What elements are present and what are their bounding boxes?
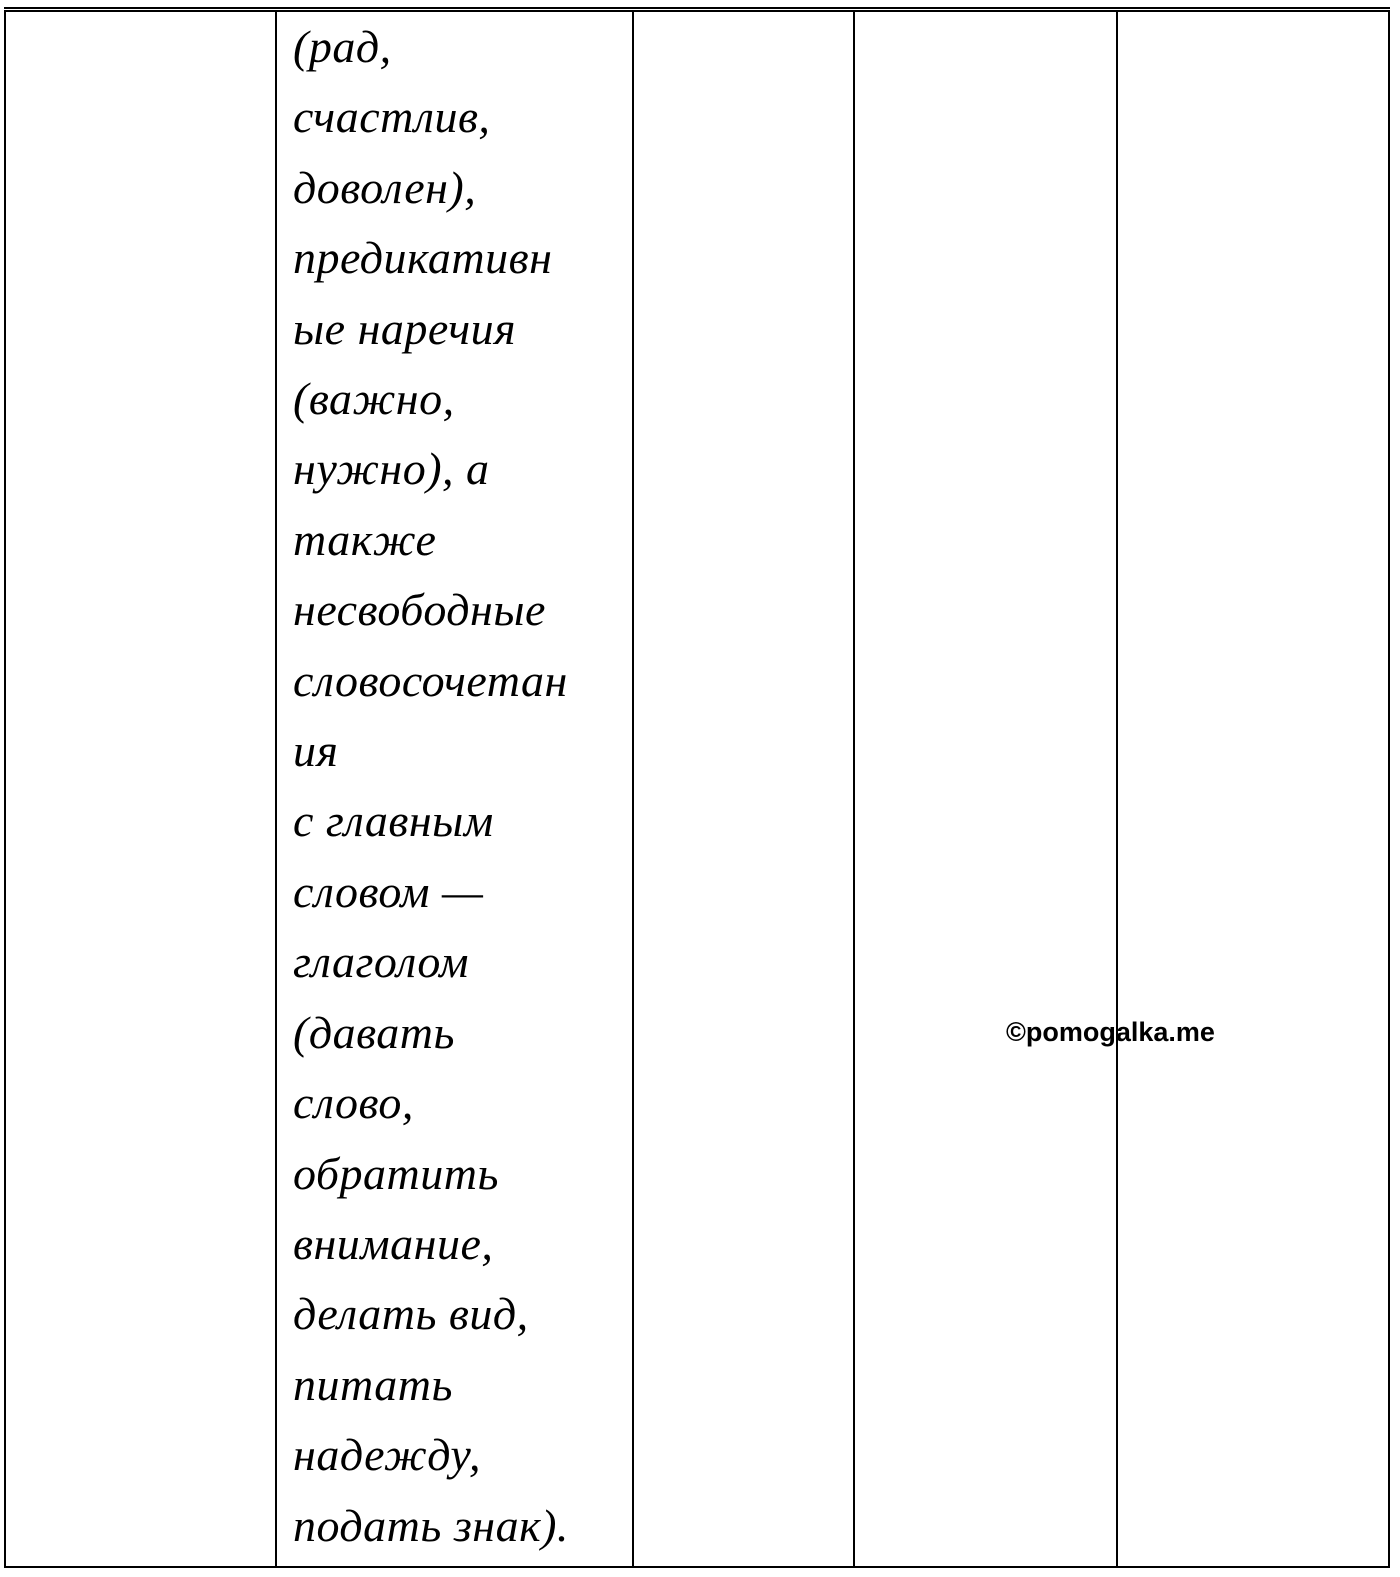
- column-divider-1: [275, 10, 277, 1568]
- top-rule: [4, 7, 1390, 9]
- text-line: питать: [293, 1358, 453, 1410]
- column-divider-2: [632, 10, 634, 1568]
- text-line: обратить: [293, 1147, 499, 1199]
- watermark: ©pomogalka.me: [1006, 1017, 1215, 1047]
- text-line: нужно), а: [293, 443, 490, 495]
- text-line: несвободные: [293, 584, 546, 636]
- text-line: внимание,: [293, 1217, 494, 1269]
- text-line: надежду,: [293, 1429, 481, 1481]
- text-line: (важно,: [293, 373, 455, 425]
- text-line: (давать: [293, 1006, 455, 1058]
- text-line: подать знак).: [293, 1499, 569, 1551]
- text-line: (рад,: [293, 21, 392, 72]
- text-line: ые наречия: [293, 302, 517, 354]
- table: [4, 10, 1390, 1568]
- column-divider-3: [853, 10, 855, 1568]
- text-line: словосочетан: [293, 654, 568, 706]
- column-divider-4: [1116, 10, 1118, 1568]
- text-line: доволен),: [293, 161, 477, 213]
- text-line: слово,: [293, 1077, 414, 1129]
- text-line: словом —: [293, 865, 484, 917]
- table-cell-text: [293, 12, 623, 1561]
- text-line: с главным: [293, 795, 494, 847]
- text-line: счастлив,: [293, 91, 491, 143]
- text-line: также: [293, 513, 437, 565]
- text-line: ия: [293, 725, 339, 777]
- text-line: делать вид,: [293, 1288, 529, 1340]
- text-line: предикативн: [293, 232, 553, 284]
- text-line: глаголом: [293, 936, 469, 988]
